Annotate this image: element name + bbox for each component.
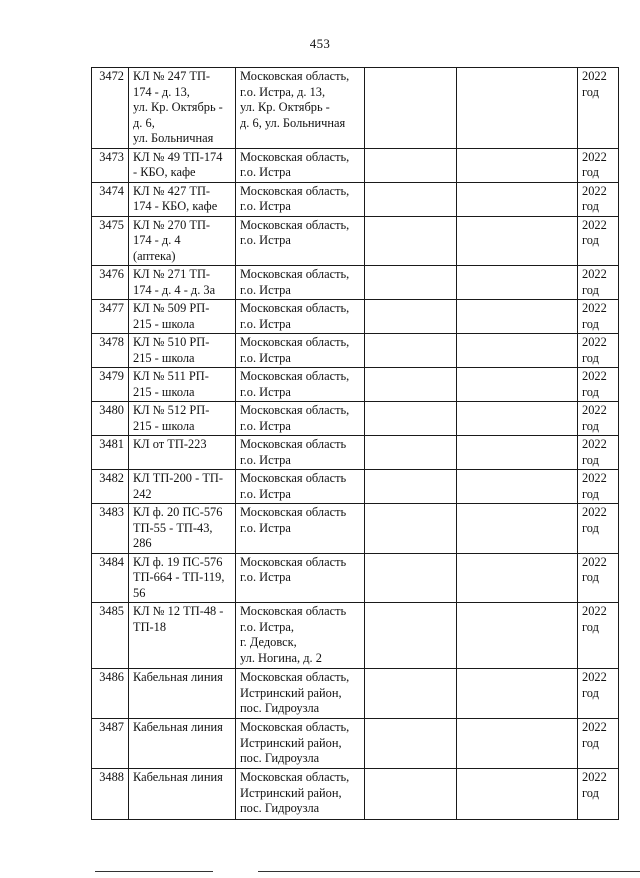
address-line: Московская область: [240, 471, 347, 485]
name-line: Кабельная линия: [133, 670, 223, 684]
address-line: ул. Ногина, д. 2: [240, 650, 322, 665]
name-line: 215 - школа: [133, 316, 195, 331]
address-line: Московская область,: [240, 69, 350, 83]
registry-table-body: [92, 68, 619, 820]
name-line: КЛ № 512 РП-: [133, 403, 210, 417]
address-line: г.о. Истра: [240, 282, 291, 297]
address-line: Московская область: [240, 437, 347, 451]
row-number-cell: 3481: [92, 436, 129, 470]
object-name-cell: [129, 553, 236, 603]
empty-cell-5: [457, 368, 578, 402]
row-number-cell: 3474: [92, 182, 129, 216]
table-row: [92, 402, 619, 436]
address-line: г.о. Истра: [240, 165, 291, 179]
address-line: г.о. Истра: [240, 199, 291, 213]
year-line: год: [582, 384, 599, 399]
name-line: ТП-664 - ТП-119,: [133, 570, 225, 584]
table-row: [92, 368, 619, 402]
name-line: 215 - школа: [133, 350, 195, 365]
address-line: Московская область,: [240, 301, 350, 315]
table-row: [92, 504, 619, 554]
name-line: ТП-18: [133, 619, 167, 634]
address-line: г.о. Истра: [240, 316, 291, 331]
year-line: 2022: [582, 770, 607, 784]
year-cell: [578, 719, 619, 769]
name-line: 215 - школа: [133, 384, 195, 399]
year-cell: [578, 216, 619, 266]
table-row: [92, 470, 619, 504]
year-line: год: [582, 619, 599, 634]
empty-cell-4: [365, 504, 457, 554]
address-line: Московская область,: [240, 267, 350, 281]
table-row: [92, 436, 619, 470]
object-name-cell: [129, 334, 236, 368]
name-line: КЛ № 427 ТП-: [133, 183, 211, 198]
empty-cell-4: [365, 719, 457, 769]
address-line: Московская область,: [240, 217, 350, 232]
object-name-cell: [129, 719, 236, 769]
row-number-cell: 3476: [92, 266, 129, 300]
year-line: 2022: [582, 69, 607, 83]
year-line: 2022: [582, 217, 607, 232]
row-number-cell: 3482: [92, 470, 129, 504]
year-line: год: [582, 486, 599, 501]
empty-cell-4: [365, 266, 457, 300]
name-line: КЛ ф. 19 ПС-576: [133, 554, 223, 569]
object-name-cell: [129, 68, 236, 149]
year-line: 2022: [582, 149, 607, 164]
name-line: ТП-55 - ТП-43,: [133, 520, 213, 535]
empty-cell-4: [365, 402, 457, 436]
object-name-cell: [129, 603, 236, 669]
address-cell: [236, 504, 365, 554]
name-line: 286: [133, 536, 152, 550]
name-line: КЛ № 271 ТП-: [133, 267, 211, 281]
empty-cell-4: [365, 68, 457, 149]
address-line: Истринский район,: [240, 685, 342, 700]
year-line: 2022: [582, 670, 607, 684]
empty-cell-5: [457, 402, 578, 436]
year-line: год: [582, 452, 599, 467]
address-line: Московская область: [240, 554, 347, 569]
year-line: 2022: [582, 720, 607, 734]
object-name-cell: [129, 300, 236, 334]
address-line: Московская область,: [240, 770, 350, 784]
year-cell: [578, 182, 619, 216]
year-cell: [578, 334, 619, 368]
table-row: [92, 182, 619, 216]
year-line: 2022: [582, 554, 607, 569]
registry-table: [91, 67, 619, 820]
empty-cell-5: [457, 553, 578, 603]
name-line: ул. Кр. Октябрь -: [133, 100, 223, 114]
row-number-cell: 3473: [92, 148, 129, 182]
object-name-cell: [129, 216, 236, 266]
empty-cell-4: [365, 470, 457, 504]
name-line: 174 - д. 4: [133, 233, 181, 247]
year-cell: [578, 470, 619, 504]
object-name-cell: [129, 769, 236, 820]
object-name-cell: [129, 266, 236, 300]
address-line: Истринский район,: [240, 785, 342, 800]
address-line: г.о. Истра: [240, 418, 291, 433]
page-number: 453: [309, 36, 331, 51]
name-line: КЛ № 247 ТП-: [133, 69, 211, 83]
empty-cell-5: [457, 719, 578, 769]
empty-cell-4: [365, 148, 457, 182]
year-line: 2022: [582, 604, 607, 618]
year-line: 2022: [582, 437, 607, 451]
empty-cell-5: [457, 334, 578, 368]
row-number-cell: 3487: [92, 719, 129, 769]
empty-cell-5: [457, 436, 578, 470]
address-line: пос. Гидроузла: [240, 801, 320, 815]
year-line: год: [582, 233, 599, 247]
row-number-cell: 3472: [92, 68, 129, 149]
year-line: 2022: [582, 471, 607, 485]
name-line: КЛ ТП-200 - ТП-: [133, 471, 223, 485]
address-line: Московская область,: [240, 720, 350, 734]
year-line: год: [582, 84, 599, 99]
name-line: 242: [133, 486, 152, 501]
year-cell: [578, 266, 619, 300]
year-line: 2022: [582, 301, 607, 315]
address-line: г.о. Истра: [240, 486, 291, 501]
name-line: 174 - КБО, кафе: [133, 199, 218, 213]
address-line: Московская область,: [240, 670, 350, 684]
object-name-cell: [129, 402, 236, 436]
address-cell: [236, 603, 365, 669]
object-name-cell: [129, 470, 236, 504]
table-row: [92, 603, 619, 669]
address-line: д. 6, ул. Больничная: [240, 115, 346, 130]
year-line: год: [582, 165, 599, 179]
name-line: 215 - школа: [133, 418, 195, 433]
year-line: 2022: [582, 403, 607, 417]
address-cell: [236, 300, 365, 334]
address-line: ул. Кр. Октябрь -: [240, 100, 330, 114]
name-line: КЛ № 49 ТП-174: [133, 149, 223, 164]
table-row: [92, 769, 619, 820]
address-cell: [236, 368, 365, 402]
address-cell: [236, 436, 365, 470]
object-name-cell: [129, 436, 236, 470]
year-line: год: [582, 570, 599, 584]
empty-cell-5: [457, 182, 578, 216]
year-line: год: [582, 685, 599, 700]
empty-cell-5: [457, 148, 578, 182]
year-cell: [578, 300, 619, 334]
empty-cell-5: [457, 68, 578, 149]
object-name-cell: [129, 148, 236, 182]
table-row: [92, 216, 619, 266]
object-name-cell: [129, 368, 236, 402]
empty-cell-5: [457, 470, 578, 504]
year-cell: [578, 68, 619, 149]
address-line: Истринский район,: [240, 735, 342, 750]
empty-cell-4: [365, 553, 457, 603]
row-number-cell: 3485: [92, 603, 129, 669]
year-cell: [578, 368, 619, 402]
table-row: [92, 719, 619, 769]
address-line: Московская область,: [240, 149, 350, 164]
table-row: [92, 669, 619, 719]
name-line: 174 - д. 13,: [133, 84, 190, 99]
footer-rule-right: [258, 871, 640, 872]
name-line: Кабельная линия: [133, 770, 223, 784]
empty-cell-5: [457, 669, 578, 719]
object-name-cell: [129, 504, 236, 554]
address-line: г.о. Истра: [240, 452, 291, 467]
address-line: г.о. Истра: [240, 384, 291, 399]
name-line: ул. Больничная: [133, 131, 214, 145]
address-line: Московская область,: [240, 335, 350, 349]
year-line: год: [582, 520, 599, 535]
table-row: [92, 300, 619, 334]
table-row: [92, 266, 619, 300]
name-line: КЛ от ТП-223: [133, 437, 207, 451]
table-row: [92, 334, 619, 368]
year-cell: [578, 148, 619, 182]
name-line: д. 6,: [133, 115, 155, 130]
name-line: КЛ ф. 20 ПС-576: [133, 505, 223, 519]
address-line: Московская область,: [240, 369, 350, 383]
year-line: год: [582, 785, 599, 800]
empty-cell-5: [457, 266, 578, 300]
name-line: КЛ № 12 ТП-48 -: [133, 604, 224, 618]
year-line: год: [582, 199, 599, 213]
object-name-cell: [129, 669, 236, 719]
table-row: [92, 553, 619, 603]
address-line: пос. Гидроузла: [240, 701, 320, 715]
address-line: Московская область: [240, 604, 347, 618]
year-line: 2022: [582, 335, 607, 349]
address-cell: [236, 68, 365, 149]
empty-cell-4: [365, 300, 457, 334]
address-cell: [236, 669, 365, 719]
empty-cell-5: [457, 504, 578, 554]
name-line: (аптека): [133, 248, 176, 263]
year-line: 2022: [582, 505, 607, 519]
address-cell: [236, 553, 365, 603]
address-cell: [236, 470, 365, 504]
year-line: 2022: [582, 267, 607, 281]
table-row: [92, 148, 619, 182]
name-line: 56: [133, 585, 146, 600]
name-line: 174 - д. 4 - д. 3а: [133, 282, 216, 297]
row-number-cell: 3480: [92, 402, 129, 436]
empty-cell-5: [457, 300, 578, 334]
year-line: год: [582, 316, 599, 331]
address-cell: [236, 334, 365, 368]
year-line: год: [582, 282, 599, 297]
year-cell: [578, 553, 619, 603]
row-number-cell: 3478: [92, 334, 129, 368]
year-cell: [578, 603, 619, 669]
year-cell: [578, 402, 619, 436]
address-cell: [236, 719, 365, 769]
object-name-cell: [129, 182, 236, 216]
empty-cell-4: [365, 436, 457, 470]
year-line: 2022: [582, 183, 607, 198]
year-line: год: [582, 735, 599, 750]
name-line: Кабельная линия: [133, 720, 223, 734]
name-line: - КБО, кафе: [133, 165, 196, 179]
row-number-cell: 3488: [92, 769, 129, 820]
name-line: КЛ № 509 РП-: [133, 301, 210, 315]
address-line: г.о. Истра: [240, 570, 291, 584]
empty-cell-5: [457, 603, 578, 669]
year-line: год: [582, 350, 599, 365]
name-line: КЛ № 270 ТП-: [133, 217, 211, 232]
year-cell: [578, 436, 619, 470]
empty-cell-4: [365, 603, 457, 669]
name-line: КЛ № 510 РП-: [133, 335, 210, 349]
year-cell: [578, 669, 619, 719]
address-line: пос. Гидроузла: [240, 751, 320, 765]
year-line: год: [582, 418, 599, 433]
empty-cell-4: [365, 769, 457, 820]
year-cell: [578, 769, 619, 820]
empty-cell-4: [365, 334, 457, 368]
address-cell: [236, 769, 365, 820]
address-cell: [236, 216, 365, 266]
row-number-cell: 3483: [92, 504, 129, 554]
address-line: г.о. Истра: [240, 233, 291, 247]
address-line: г.о. Истра,: [240, 619, 294, 634]
empty-cell-4: [365, 669, 457, 719]
row-number-cell: 3477: [92, 300, 129, 334]
address-line: Московская область: [240, 505, 347, 519]
address-cell: [236, 402, 365, 436]
row-number-cell: 3484: [92, 553, 129, 603]
row-number-cell: 3475: [92, 216, 129, 266]
address-cell: [236, 148, 365, 182]
year-cell: [578, 504, 619, 554]
address-line: г. Дедовск,: [240, 635, 297, 649]
empty-cell-4: [365, 182, 457, 216]
address-line: Московская область,: [240, 403, 350, 417]
row-number-cell: 3486: [92, 669, 129, 719]
name-line: КЛ № 511 РП-: [133, 369, 209, 383]
address-line: г.о. Истра: [240, 520, 291, 535]
empty-cell-4: [365, 368, 457, 402]
empty-cell-5: [457, 216, 578, 266]
address-line: г.о. Истра, д. 13,: [240, 84, 326, 99]
address-line: г.о. Истра: [240, 350, 291, 365]
address-cell: [236, 182, 365, 216]
address-line: Московская область,: [240, 183, 350, 198]
row-number-cell: 3479: [92, 368, 129, 402]
footer-rule-left: [95, 871, 213, 872]
year-line: 2022: [582, 369, 607, 383]
address-cell: [236, 266, 365, 300]
table-row: [92, 68, 619, 149]
empty-cell-5: [457, 769, 578, 820]
empty-cell-4: [365, 216, 457, 266]
